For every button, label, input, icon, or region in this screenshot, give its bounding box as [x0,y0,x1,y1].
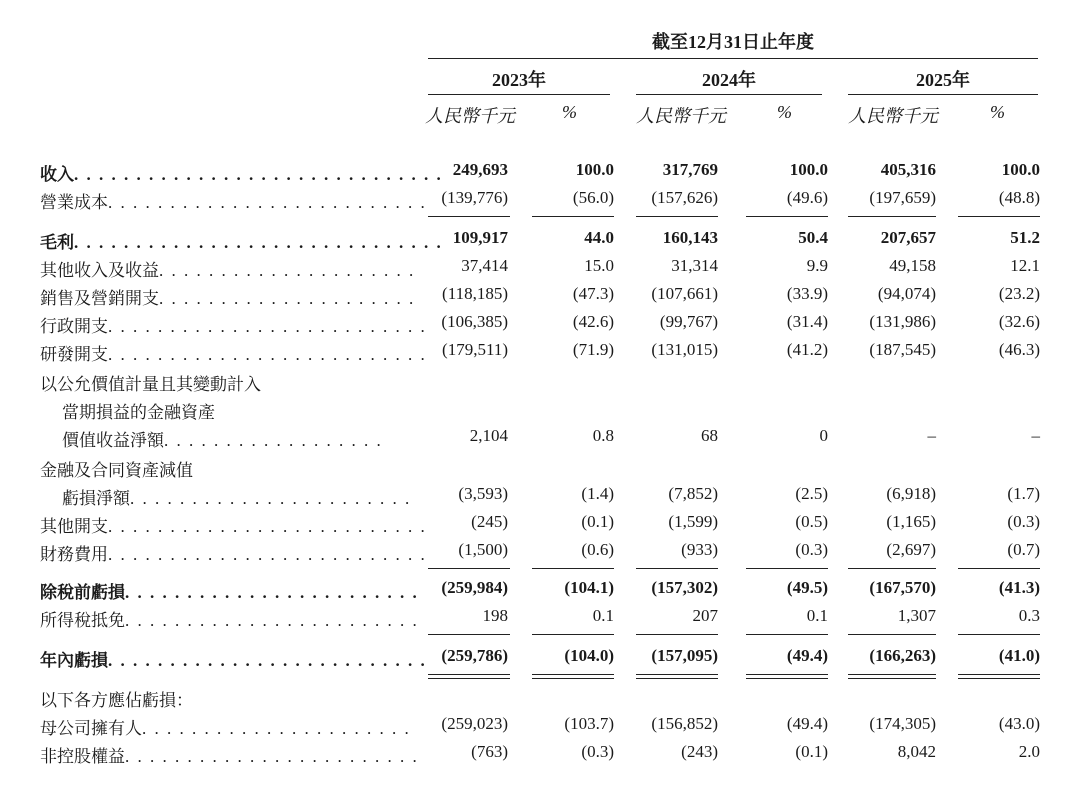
row-label [40,512,427,537]
value-cell: 160,143 [662,228,718,247]
row-label-text: 毛利 [40,233,74,252]
value-cell: (33.9) [786,284,828,303]
row-label [40,340,427,365]
row-label-text: 年內虧損 [40,651,108,670]
row-label-text: 金融及合同資產減值 [40,461,193,480]
total-double-rule [848,674,936,679]
row-label [40,646,427,671]
value-cell: 31,314 [671,256,718,275]
subtotal-rule [428,634,510,635]
value-cell: (179,511) [442,340,508,359]
value-cell: (763) [471,742,508,761]
value-cell: (0.6) [581,540,614,559]
value-cell: (118,185) [442,284,508,303]
row-label-text: 收入 [40,165,74,184]
value-cell: (174,305) [869,714,936,733]
subtotal-rule [848,216,936,217]
value-cell: (933) [681,540,718,559]
value-cell: – [1031,426,1040,445]
value-cell: 2.0 [1018,742,1040,761]
leader-dots: . . . . . . . . . . . . . . . . . . . . . . . . . . [108,517,427,536]
value-cell: (1,500) [458,540,508,559]
year-2025-rule [848,94,1038,95]
value-cell: 100.0 [1001,160,1040,179]
row-label [40,160,443,185]
value-cell: (166,263) [869,646,936,665]
value-cell: (94,074) [877,284,936,303]
value-cell: (131,015) [651,340,718,359]
value-cell: 44.0 [584,228,614,247]
value-cell: (0.3) [795,540,828,559]
row-label [62,426,383,451]
row-label [40,606,419,631]
row-label-text: 當期損益的金融資產 [62,403,215,422]
value-cell: 2,104 [469,426,508,445]
value-cell: (41.3) [998,578,1040,597]
value-cell: (157,302) [651,578,718,597]
value-cell: 100.0 [575,160,614,179]
subtotal-rule [958,634,1040,635]
value-cell: 109,917 [452,228,508,247]
row-label-text: 母公司擁有人 [40,719,142,738]
row-label-text: 營業成本 [40,193,108,212]
subtotal-rule [428,216,510,217]
leader-dots: . . . . . . . . . . . . . . . . . . . . . . . [130,489,412,508]
value-cell: 50.4 [798,228,828,247]
value-cell: (41.0) [998,646,1040,665]
leader-dots: . . . . . . . . . . . . . . . . . . . . . . . . . . [108,193,427,212]
leader-dots: . . . . . . . . . . . . . . . . . . . . . . . . . . . . . . [74,165,443,184]
value-cell: (56.0) [572,188,614,207]
leader-dots: . . . . . . . . . . . . . . . . . . . . . . [142,719,411,738]
value-cell: 15.0 [584,256,614,275]
subtotal-rule [848,568,936,569]
total-double-rule [958,674,1040,679]
value-cell: (42.6) [572,312,614,331]
value-cell: (259,984) [441,578,508,597]
value-cell: (32.6) [998,312,1040,331]
subtotal-rule [636,634,718,635]
row-label [62,398,215,423]
subtotal-rule [958,568,1040,569]
value-cell: (0.5) [795,512,828,531]
row-label-text: 其他收入及收益 [40,261,159,280]
value-cell: (41.2) [786,340,828,359]
value-cell: (49.5) [786,578,828,597]
value-cell: 198 [482,606,508,625]
value-cell: (259,786) [441,646,508,665]
value-cell: (1,165) [886,512,936,531]
row-label-text: 除稅前虧損 [40,583,125,602]
value-cell: (99,767) [659,312,718,331]
value-cell: (1.4) [581,484,614,503]
value-cell: (156,852) [651,714,718,733]
value-cell: 0 [819,426,828,445]
unit-2024: 人民幣千元 [636,106,726,126]
value-cell: (49.4) [786,646,828,665]
row-label [40,370,261,395]
period-title: 截至12月31日止年度 [652,32,814,52]
value-cell: (139,776) [441,188,508,207]
percent-2023: % [562,102,577,122]
subtotal-rule [532,216,614,217]
row-label-text: 以公允價值計量且其變動計入 [40,375,261,394]
row-label-text: 財務費用 [40,545,108,564]
subtotal-rule [746,216,828,217]
value-cell: (167,570) [869,578,936,597]
row-label [40,578,419,603]
year-2024-header: 2024年 [702,70,756,90]
value-cell: (107,661) [651,284,718,303]
value-cell: (0.1) [581,512,614,531]
value-cell: – [927,426,936,445]
row-label [40,742,419,767]
row-label-text: 價值收益淨額 [62,431,164,450]
value-cell: 317,769 [662,160,718,179]
value-cell: (6,918) [886,484,936,503]
value-cell: 1,307 [897,606,936,625]
row-label-text: 行政開支 [40,317,108,336]
value-cell: (43.0) [998,714,1040,733]
row-label [40,540,427,565]
value-cell: (131,986) [869,312,936,331]
row-label-text: 非控股權益 [40,747,125,766]
leader-dots: . . . . . . . . . . . . . . . . . . . . . [159,261,416,280]
value-cell: (46.3) [998,340,1040,359]
unit-2023: 人民幣千元 [425,106,515,126]
percent-2025: % [990,102,1005,122]
leader-dots: . . . . . . . . . . . . . . . . . . . . . . . . . . [108,545,427,564]
value-cell: (243) [681,742,718,761]
value-cell: (103.7) [564,714,614,733]
subtotal-rule [532,568,614,569]
year-2023-rule [428,94,610,95]
row-label [62,484,411,509]
row-label [40,456,193,481]
value-cell: (157,626) [651,188,718,207]
leader-dots: . . . . . . . . . . . . . . . . . . . . . . . . [125,747,419,766]
row-label-text: 其他開支 [40,517,108,536]
value-cell: 0.8 [592,426,614,445]
value-cell: (104.1) [564,578,614,597]
value-cell: (0.3) [581,742,614,761]
leader-dots: . . . . . . . . . . . . . . . . . . . . . . . . [125,611,419,630]
year-2024-rule [636,94,822,95]
subtotal-rule [746,568,828,569]
subtotal-rule [428,568,510,569]
value-cell: (7,852) [668,484,718,503]
percent-2024: % [777,102,792,122]
year-2025-header: 2025年 [916,70,970,90]
total-double-rule [746,674,828,679]
value-cell: (245) [471,512,508,531]
value-cell: 249,693 [452,160,508,179]
row-label [40,714,411,739]
value-cell: (104.0) [564,646,614,665]
leader-dots: . . . . . . . . . . . . . . . . . . . . . . . . [125,583,419,602]
value-cell: (157,095) [651,646,718,665]
value-cell: (197,659) [869,188,936,207]
value-cell: (49.6) [786,188,828,207]
value-cell: (23.2) [998,284,1040,303]
value-cell: (48.8) [998,188,1040,207]
subtotal-rule [958,216,1040,217]
value-cell: 0.3 [1018,606,1040,625]
value-cell: 68 [701,426,718,445]
subtotal-rule [532,634,614,635]
value-cell: 51.2 [1010,228,1040,247]
value-cell: 0.1 [806,606,828,625]
row-label [40,188,427,213]
subtotal-rule [636,568,718,569]
value-cell: (3,593) [458,484,508,503]
row-label-text: 所得稅抵免 [40,611,125,630]
value-cell: (2,697) [886,540,936,559]
row-label [40,312,427,337]
leader-dots: . . . . . . . . . . . . . . . . . . . . . . . . . . [108,345,427,364]
value-cell: 49,158 [889,256,936,275]
value-cell: (71.9) [572,340,614,359]
year-2023-header: 2023年 [492,70,546,90]
value-cell: (49.4) [786,714,828,733]
row-label [40,284,415,309]
row-label-text: 銷售及營銷開支 [40,289,159,308]
value-cell: (1,599) [668,512,718,531]
leader-dots: . . . . . . . . . . . . . . . . . . . . . . . . . . [108,317,427,336]
row-label-text: 以下各方應佔虧損： [40,691,193,710]
value-cell: (0.3) [1007,512,1040,531]
total-double-rule [636,674,718,679]
value-cell: 207 [692,606,718,625]
leader-dots: . . . . . . . . . . . . . . . . . . . . . . . . . . [108,651,427,670]
row-label [40,686,193,711]
value-cell: 207,657 [880,228,936,247]
value-cell: 37,414 [461,256,508,275]
subtotal-rule [848,634,936,635]
period-rule [428,58,1038,59]
row-label [40,256,415,281]
value-cell: (31.4) [786,312,828,331]
value-cell: (106,385) [441,312,508,331]
value-cell: (0.7) [1007,540,1040,559]
row-label [40,228,443,253]
value-cell: 100.0 [789,160,828,179]
value-cell: 9.9 [806,256,828,275]
value-cell: 405,316 [880,160,936,179]
total-double-rule [532,674,614,679]
subtotal-rule [746,634,828,635]
value-cell: 8,042 [897,742,936,761]
value-cell: (187,545) [869,340,936,359]
value-cell: (47.3) [572,284,614,303]
row-label-text: 虧損淨額 [62,489,130,508]
value-cell: (1.7) [1007,484,1040,503]
value-cell: (0.1) [795,742,828,761]
value-cell: (259,023) [441,714,508,733]
value-cell: 0.1 [592,606,614,625]
value-cell: 12.1 [1010,256,1040,275]
total-double-rule [428,674,510,679]
leader-dots: . . . . . . . . . . . . . . . . . . [164,431,383,450]
unit-2025: 人民幣千元 [848,106,938,126]
leader-dots: . . . . . . . . . . . . . . . . . . . . . . . . . . . . . . [74,233,443,252]
subtotal-rule [636,216,718,217]
row-label-text: 研發開支 [40,345,108,364]
leader-dots: . . . . . . . . . . . . . . . . . . . . . [159,289,416,308]
value-cell: (2.5) [795,484,828,503]
